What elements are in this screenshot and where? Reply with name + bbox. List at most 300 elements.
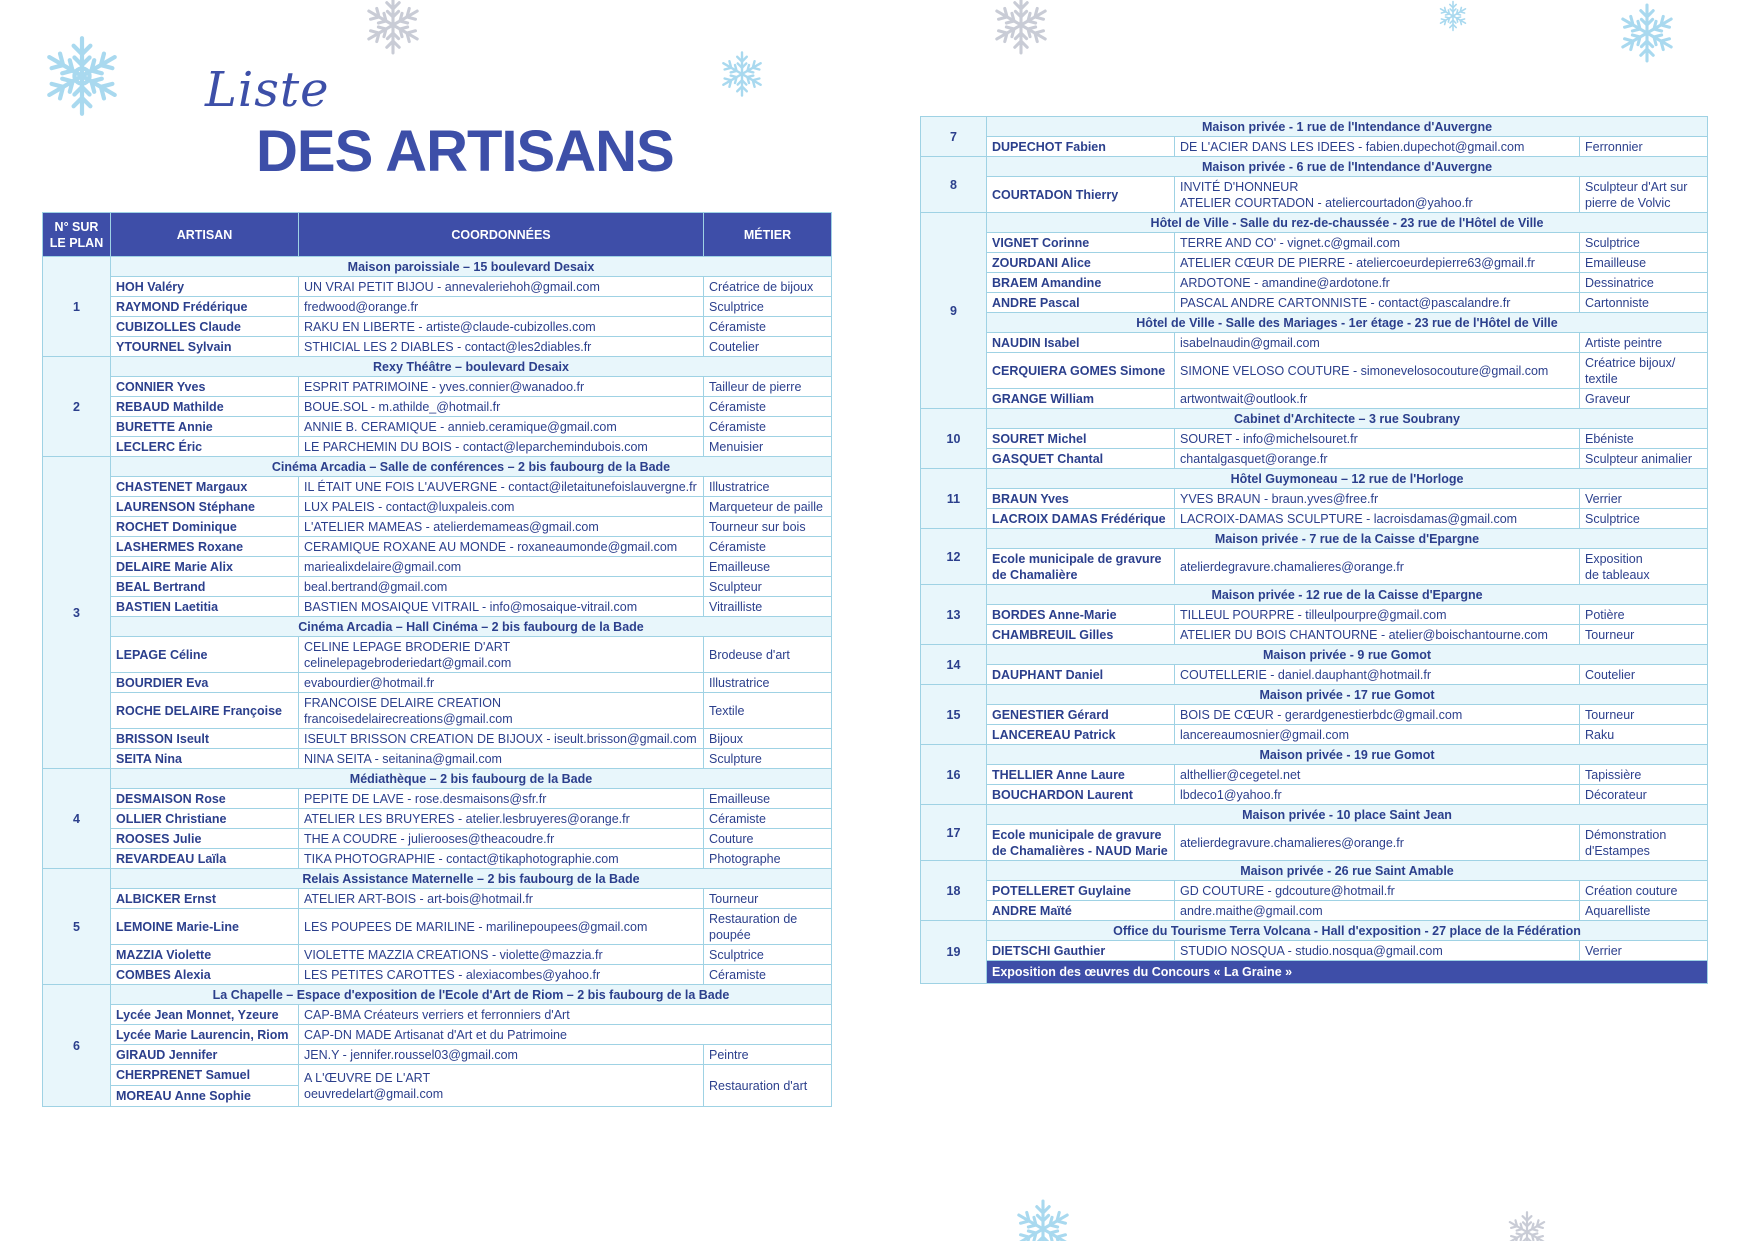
artisan-metier: Tourneur (1580, 705, 1708, 725)
artisan-coords: ARDOTONE - amandine@ardotone.fr (1175, 273, 1580, 293)
plan-number: 6 (43, 985, 111, 1107)
snowflake-icon (362, 0, 424, 56)
artisan-name: ROCHE DELAIRE Françoise (111, 693, 299, 729)
artisan-metier: Tourneur (704, 889, 832, 909)
artisan-name: ANDRE Pascal (987, 293, 1175, 313)
table-row (921, 449, 1708, 469)
table-row (43, 477, 832, 497)
artisan-coords: COUTELLERIE - daniel.dauphant@hotmail.fr (1175, 665, 1580, 685)
artisan-name: BRAEM Amandine (987, 273, 1175, 293)
table-row (43, 317, 832, 337)
artisan-name: REBAUD Mathilde (111, 397, 299, 417)
table-row (43, 909, 832, 945)
table-row (43, 297, 832, 317)
table-row (921, 725, 1708, 745)
artisan-metier: Textile (704, 693, 832, 729)
exhibit-banner: Exposition des œuvres du Concours « La Graine » (987, 961, 1708, 984)
artisan-metier: Verrier (1580, 489, 1708, 509)
table-row (921, 233, 1708, 253)
table-row (43, 337, 832, 357)
location-label: Maison privée - 7 rue de la Caisse d'Epargne (987, 529, 1708, 549)
artisan-name: ROOSES Julie (111, 829, 299, 849)
table-row (921, 785, 1708, 805)
plan-number: 4 (43, 769, 111, 869)
artisan-metier: Décorateur (1580, 785, 1708, 805)
location-row (921, 585, 1708, 605)
table-row (43, 397, 832, 417)
location-row (921, 313, 1708, 333)
location-row (921, 861, 1708, 881)
artisan-metier: Emailleuse (704, 789, 832, 809)
table-row (43, 497, 832, 517)
artisan-metier: Emailleuse (704, 557, 832, 577)
plan-number: 3 (43, 457, 111, 769)
table-row (921, 705, 1708, 725)
table-row (43, 1025, 832, 1045)
table-row (921, 765, 1708, 785)
location-row (921, 529, 1708, 549)
left-page (0, 0, 874, 1241)
artisan-coords: beal.bertrand@gmail.com (299, 577, 704, 597)
artisan-metier: Potière (1580, 605, 1708, 625)
location-row (921, 921, 1708, 941)
location-row (43, 357, 832, 377)
table-row (43, 277, 832, 297)
artisan-coords: LACROIX-DAMAS SCULPTURE - lacroisdamas@gmail.com (1175, 509, 1580, 529)
artisans-table-left (42, 212, 832, 1107)
location-row (43, 985, 832, 1005)
location-label: Maison privée - 26 rue Saint Amable (987, 861, 1708, 881)
right-page (874, 0, 1749, 1241)
artisan-name: LACROIX DAMAS Frédérique (987, 509, 1175, 529)
location-label: Hôtel de Ville - Salle des Mariages - 1er étage - 23 rue de l'Hôtel de Ville (987, 313, 1708, 333)
location-row (921, 469, 1708, 489)
table-row (921, 509, 1708, 529)
artisan-coords: VIOLETTE MAZZIA CREATIONS - violette@mazzia.fr (299, 945, 704, 965)
artisan-metier: Céramiste (704, 809, 832, 829)
artisan-metier: Sculptrice (1580, 509, 1708, 529)
artisan-name: CONNIER Yves (111, 377, 299, 397)
artisan-name: ZOURDANI Alice (987, 253, 1175, 273)
table-row (921, 605, 1708, 625)
table-row (43, 829, 832, 849)
snowflake-icon (1437, 0, 1469, 32)
artisan-coords: evabourdier@hotmail.fr (299, 673, 704, 693)
table-row (921, 353, 1708, 389)
artisan-name: RAYMOND Frédérique (111, 297, 299, 317)
snowflake-icon (40, 34, 124, 118)
plan-number: 17 (921, 805, 987, 861)
artisan-metier: Céramiste (704, 965, 832, 985)
table-row (43, 597, 832, 617)
artisan-name: COMBES Alexia (111, 965, 299, 985)
artisan-name: CHERPRENET Samuel (111, 1065, 299, 1086)
artisan-metier: Marqueteur de paille (704, 497, 832, 517)
artisan-name: ALBICKER Ernst (111, 889, 299, 909)
table-row (43, 889, 832, 909)
artisan-name: DESMAISON Rose (111, 789, 299, 809)
header-coords: COORDONNÉES (299, 213, 704, 257)
artisan-coords: ATELIER LES BRUYERES - atelier.lesbruyeres@orange.fr (299, 809, 704, 829)
artisan-name: BRISSON Iseult (111, 729, 299, 749)
artisan-name: CERQUIERA GOMES Simone (987, 353, 1175, 389)
artisan-metier: Restauration d'art (704, 1065, 832, 1107)
plan-number: 1 (43, 257, 111, 357)
artisan-metier: Sculpteur animalier (1580, 449, 1708, 469)
artisan-metier: Sculptrice (704, 297, 832, 317)
plan-number: 8 (921, 157, 987, 213)
artisan-metier: Menuisier (704, 437, 832, 457)
table-row (921, 137, 1708, 157)
artisan-name: LAURENSON Stéphane (111, 497, 299, 517)
artisan-coords: STHICIAL LES 2 DIABLES - contact@les2diables.fr (299, 337, 704, 357)
artisan-metier: Sculptrice (704, 945, 832, 965)
artisan-coords: STUDIO NOSQUA - studio.nosqua@gmail.com (1175, 941, 1580, 961)
artisan-metier: Raku (1580, 725, 1708, 745)
snowflake-icon (1616, 2, 1678, 64)
artisan-metier: Créatrice de bijoux (704, 277, 832, 297)
location-row (43, 257, 832, 277)
table-row (921, 941, 1708, 961)
plan-number: 2 (43, 357, 111, 457)
table-row (43, 693, 832, 729)
artisan-name: BASTIEN Laetitia (111, 597, 299, 617)
location-label: Maison privée - 6 rue de l'Intendance d'Auvergne (987, 157, 1708, 177)
artisan-metier: Exposition de tableaux (1580, 549, 1708, 585)
artisan-coords: fredwood@orange.fr (299, 297, 704, 317)
artisan-metier: Céramiste (704, 317, 832, 337)
artisan-name: BOURDIER Eva (111, 673, 299, 693)
artisan-coords: ATELIER CŒUR DE PIERRE - ateliercoeurdepierre63@gmail.fr (1175, 253, 1580, 273)
artisan-coords: artwontwait@outlook.fr (1175, 389, 1580, 409)
plan-number: 18 (921, 861, 987, 921)
artisan-name: BURETTE Annie (111, 417, 299, 437)
table-row (921, 389, 1708, 409)
artisan-name: CHASTENET Margaux (111, 477, 299, 497)
header-num: N° SUR LE PLAN (43, 213, 111, 257)
artisan-metier: Sculpteur (704, 577, 832, 597)
artisan-coords: andre.maithe@gmail.com (1175, 901, 1580, 921)
location-row (921, 409, 1708, 429)
artisan-name: CUBIZOLLES Claude (111, 317, 299, 337)
snowflake-icon (1505, 1210, 1549, 1241)
title-script: Liste (205, 62, 330, 118)
plan-number: 7 (921, 117, 987, 157)
artisan-coords: ISEULT BRISSON CREATION DE BIJOUX - iseult.brisson@gmail.com (299, 729, 704, 749)
artisan-metier: Tapissière (1580, 765, 1708, 785)
location-label: Rexy Théâtre – boulevard Desaix (111, 357, 832, 377)
location-row (921, 745, 1708, 765)
header-metier: MÉTIER (704, 213, 832, 257)
artisan-name: SOURET Michel (987, 429, 1175, 449)
artisan-metier: Démonstration d'Estampes (1580, 825, 1708, 861)
artisan-name: LEMOINE Marie-Line (111, 909, 299, 945)
artisan-name: YTOURNEL Sylvain (111, 337, 299, 357)
page-title: DES ARTISANS (256, 119, 674, 184)
artisan-name: BEAL Bertrand (111, 577, 299, 597)
artisan-coords: TILLEUL POURPRE - tilleulpourpre@gmail.com (1175, 605, 1580, 625)
artisan-metier: Illustratrice (704, 477, 832, 497)
artisan-metier: Tourneur (1580, 625, 1708, 645)
location-label: Maison paroissiale – 15 boulevard Desaix (111, 257, 832, 277)
location-label: Maison privée - 10 place Saint Jean (987, 805, 1708, 825)
artisan-name: BOUCHARDON Laurent (987, 785, 1175, 805)
location-label: Médiathèque – 2 bis faubourg de la Bade (111, 769, 832, 789)
artisan-coords: LES PETITES CAROTTES - alexiacombes@yahoo.fr (299, 965, 704, 985)
artisan-coords: A L'ŒUVRE DE L'ART oeuvredelart@gmail.com (299, 1065, 704, 1107)
artisan-metier: Illustratrice (704, 673, 832, 693)
artisan-coords: INVITÉ D'HONNEUR ATELIER COURTADON - ateliercourtadon@yahoo.fr (1175, 177, 1580, 213)
artisan-coords: ATELIER DU BOIS CHANTOURNE - atelier@boischantourne.com (1175, 625, 1580, 645)
artisan-metier: Emailleuse (1580, 253, 1708, 273)
location-label: Cinéma Arcadia – Salle de conférences – 2 bis faubourg de la Bade (111, 457, 832, 477)
artisan-coords: FRANCOISE DELAIRE CREATION francoisedelairecreations@gmail.com (299, 693, 704, 729)
artisan-metier: Vitrailliste (704, 597, 832, 617)
artisan-name: NAUDIN Isabel (987, 333, 1175, 353)
artisan-coords: BASTIEN MOSAIQUE VITRAIL - info@mosaique-vitrail.com (299, 597, 704, 617)
location-label: Office du Tourisme Terra Volcana - Hall d'exposition - 27 place de la Fédération (987, 921, 1708, 941)
artisan-name: MAZZIA Violette (111, 945, 299, 965)
artisan-name: DIETSCHI Gauthier (987, 941, 1175, 961)
table-row (921, 253, 1708, 273)
table-row (43, 729, 832, 749)
table-row (43, 1005, 832, 1025)
artisan-metier: Création couture (1580, 881, 1708, 901)
artisan-name: HOH Valéry (111, 277, 299, 297)
artisan-coords: chantalgasquet@orange.fr (1175, 449, 1580, 469)
artisan-metier: Tailleur de pierre (704, 377, 832, 397)
artisan-name: BORDES Anne-Marie (987, 605, 1175, 625)
location-row (921, 157, 1708, 177)
artisan-name: DELAIRE Marie Alix (111, 557, 299, 577)
artisan-metier: Peintre (704, 1045, 832, 1065)
artisan-metier: Bijoux (704, 729, 832, 749)
artisan-coords: RAKU EN LIBERTE - artiste@claude-cubizolles.com (299, 317, 704, 337)
artisan-coords: mariealixdelaire@gmail.com (299, 557, 704, 577)
artisan-metier: Sculptrice (1580, 233, 1708, 253)
table-row (43, 537, 832, 557)
artisan-coords: PASCAL ANDRE CARTONNISTE - contact@pascalandre.fr (1175, 293, 1580, 313)
artisan-coords: IL ÉTAIT UNE FOIS L'AUVERGNE - contact@iletaitunefoislauvergne.fr (299, 477, 704, 497)
artisan-metier: Couture (704, 829, 832, 849)
artisan-coords: isabelnaudin@gmail.com (1175, 333, 1580, 353)
artisan-metier: Graveur (1580, 389, 1708, 409)
artisan-coords: DE L'ACIER DANS LES IDEES - fabien.dupechot@gmail.com (1175, 137, 1580, 157)
snowflake-icon (718, 50, 766, 98)
artisan-metier: Tourneur sur bois (704, 517, 832, 537)
artisan-coords: ANNIE B. CERAMIQUE - annieb.ceramique@gmail.com (299, 417, 704, 437)
location-label: Maison privée - 9 rue Gomot (987, 645, 1708, 665)
location-label: Maison privée - 1 rue de l'Intendance d'Auvergne (987, 117, 1708, 137)
location-row (921, 685, 1708, 705)
plan-number: 15 (921, 685, 987, 745)
artisan-metier: Céramiste (704, 537, 832, 557)
table-row (921, 177, 1708, 213)
plan-number: 5 (43, 869, 111, 985)
artisan-name: LECLERC Éric (111, 437, 299, 457)
artisan-metier: Cartonniste (1580, 293, 1708, 313)
table-row (43, 417, 832, 437)
artisan-coords: CELINE LEPAGE BRODERIE D'ART celinelepagebroderiedart@gmail.com (299, 637, 704, 673)
artisan-metier: Verrier (1580, 941, 1708, 961)
artisan-coords: L'ATELIER MAMEAS - atelierdemameas@gmail.com (299, 517, 704, 537)
artisan-coords: CAP-DN MADE Artisanat d'Art et du Patrimoine (299, 1025, 832, 1045)
table-row (43, 749, 832, 769)
artisan-name: ANDRE Maïté (987, 901, 1175, 921)
artisan-name: Lycée Jean Monnet, Yzeure (111, 1005, 299, 1025)
plan-number: 10 (921, 409, 987, 469)
table-row (921, 429, 1708, 449)
artisan-name: CHAMBREUIL Gilles (987, 625, 1175, 645)
artisan-metier: Coutelier (1580, 665, 1708, 685)
artisan-coords: SIMONE VELOSO COUTURE - simonevelosocouture@gmail.com (1175, 353, 1580, 389)
artisan-name: Lycée Marie Laurencin, Riom (111, 1025, 299, 1045)
table-row (921, 665, 1708, 685)
table-row (43, 789, 832, 809)
artisan-coords: atelierdegravure.chamalieres@orange.fr (1175, 825, 1580, 861)
artisan-name: LEPAGE Céline (111, 637, 299, 673)
exhibit-row (921, 961, 1708, 984)
table-row (921, 549, 1708, 585)
table-row (921, 273, 1708, 293)
artisan-coords: CERAMIQUE ROXANE AU MONDE - roxaneaumonde@gmail.com (299, 537, 704, 557)
artisan-name: THELLIER Anne Laure (987, 765, 1175, 785)
location-label: Cabinet d'Architecte – 3 rue Soubrany (987, 409, 1708, 429)
table-row (43, 517, 832, 537)
artisan-metier: Ferronnier (1580, 137, 1708, 157)
artisan-coords: JEN.Y - jennifer.roussel03@gmail.com (299, 1045, 704, 1065)
artisan-name: COURTADON Thierry (987, 177, 1175, 213)
artisan-coords: NINA SEITA - seitanina@gmail.com (299, 749, 704, 769)
location-row (43, 769, 832, 789)
artisan-metier: Brodeuse d'art (704, 637, 832, 673)
location-label: La Chapelle – Espace d'exposition de l'Ecole d'Art de Riom – 2 bis faubourg de la Bade (111, 985, 832, 1005)
artisan-metier: Sculpteur d'Art sur pierre de Volvic (1580, 177, 1708, 213)
table-row (43, 945, 832, 965)
artisan-metier: Sculpture (704, 749, 832, 769)
table-row (43, 965, 832, 985)
artisan-coords: ATELIER ART-BOIS - art-bois@hotmail.fr (299, 889, 704, 909)
plan-number: 12 (921, 529, 987, 585)
table-row (43, 637, 832, 673)
artisan-coords: UN VRAI PETIT BIJOU - annevaleriehoh@gmail.com (299, 277, 704, 297)
plan-number: 19 (921, 921, 987, 984)
artisan-metier: Photographe (704, 849, 832, 869)
plan-number: 11 (921, 469, 987, 529)
location-row (921, 213, 1708, 233)
artisan-coords: CAP-BMA Créateurs verriers et ferronniers d'Art (299, 1005, 832, 1025)
artisan-name: GASQUET Chantal (987, 449, 1175, 469)
table-row (43, 673, 832, 693)
artisan-coords: TIKA PHOTOGRAPHIE - contact@tikaphotographie.com (299, 849, 704, 869)
artisan-name: OLLIER Christiane (111, 809, 299, 829)
header-artisan: ARTISAN (111, 213, 299, 257)
artisan-coords: BOIS DE CŒUR - gerardgenestierbdc@gmail.com (1175, 705, 1580, 725)
table-row (43, 557, 832, 577)
artisan-name: SEITA Nina (111, 749, 299, 769)
plan-number: 16 (921, 745, 987, 805)
artisan-coords: althellier@cegetel.net (1175, 765, 1580, 785)
artisan-name: POTELLERET Guylaine (987, 881, 1175, 901)
table-row (43, 809, 832, 829)
table-row (921, 333, 1708, 353)
table-row (43, 1045, 832, 1065)
location-label: Relais Assistance Maternelle – 2 bis faubourg de la Bade (111, 869, 832, 889)
artisan-name: GRANGE William (987, 389, 1175, 409)
plan-number: 13 (921, 585, 987, 645)
table-row (921, 293, 1708, 313)
artisan-coords: ESPRIT PATRIMOINE - yves.connier@wanadoo.fr (299, 377, 704, 397)
location-row (43, 869, 832, 889)
location-row (921, 117, 1708, 137)
table-row (921, 625, 1708, 645)
artisan-metier: Ebéniste (1580, 429, 1708, 449)
table-row (921, 489, 1708, 509)
artisan-name: LANCEREAU Patrick (987, 725, 1175, 745)
artisan-coords: YVES BRAUN - braun.yves@free.fr (1175, 489, 1580, 509)
location-label: Maison privée - 17 rue Gomot (987, 685, 1708, 705)
artisan-name: VIGNET Corinne (987, 233, 1175, 253)
table-row (43, 437, 832, 457)
table-row (921, 901, 1708, 921)
artisan-name: GIRAUD Jennifer (111, 1045, 299, 1065)
location-row (921, 645, 1708, 665)
artisan-name: REVARDEAU Laïla (111, 849, 299, 869)
snowflake-icon (990, 0, 1052, 56)
table-row (921, 825, 1708, 861)
artisans-table-right (920, 116, 1708, 984)
artisan-metier: Artiste peintre (1580, 333, 1708, 353)
artisan-name: Ecole municipale de gravure de Chamalières - NAUD Marie (987, 825, 1175, 861)
location-label: Maison privée - 12 rue de la Caisse d'Epargne (987, 585, 1708, 605)
plan-number: 14 (921, 645, 987, 685)
artisan-name: LASHERMES Roxane (111, 537, 299, 557)
artisan-coords: GD COUTURE - gdcouture@hotmail.fr (1175, 881, 1580, 901)
artisan-name: ROCHET Dominique (111, 517, 299, 537)
artisan-metier: Dessinatrice (1580, 273, 1708, 293)
artisan-coords: LES POUPEES DE MARILINE - marilinepoupees@gmail.com (299, 909, 704, 945)
artisan-coords: LE PARCHEMIN DU BOIS - contact@leparchemindubois.com (299, 437, 704, 457)
artisan-coords: SOURET - info@michelsouret.fr (1175, 429, 1580, 449)
table-row (43, 377, 832, 397)
location-label: Hôtel Guymoneau – 12 rue de l'Horloge (987, 469, 1708, 489)
artisan-metier: Céramiste (704, 417, 832, 437)
table-row (921, 881, 1708, 901)
artisan-coords: TERRE AND CO' - vignet.c@gmail.com (1175, 233, 1580, 253)
artisan-name: MOREAU Anne Sophie (111, 1086, 299, 1107)
location-label: Hôtel de Ville - Salle du rez-de-chaussée - 23 rue de l'Hôtel de Ville (987, 213, 1708, 233)
artisan-coords: PEPITE DE LAVE - rose.desmaisons@sfr.fr (299, 789, 704, 809)
plan-number: 9 (921, 213, 987, 409)
table-row (43, 849, 832, 869)
artisan-coords: lancereaumosnier@gmail.com (1175, 725, 1580, 745)
table-row (43, 577, 832, 597)
artisan-coords: THE A COUDRE - julierooses@theacoudre.fr (299, 829, 704, 849)
artisan-metier: Restauration de poupée (704, 909, 832, 945)
artisan-coords: BOUE.SOL - m.athilde_@hotmail.fr (299, 397, 704, 417)
location-row (43, 617, 832, 637)
artisan-coords: lbdeco1@yahoo.fr (1175, 785, 1580, 805)
location-label: Cinéma Arcadia – Hall Cinéma – 2 bis faubourg de la Bade (111, 617, 832, 637)
location-row (921, 805, 1708, 825)
artisan-name: GENESTIER Gérard (987, 705, 1175, 725)
artisan-metier: Créatrice bijoux/ textile (1580, 353, 1708, 389)
artisan-name: DUPECHOT Fabien (987, 137, 1175, 157)
location-row (43, 457, 832, 477)
table-row (43, 1065, 832, 1086)
artisan-metier: Céramiste (704, 397, 832, 417)
artisan-coords: atelierdegravure.chamalieres@orange.fr (1175, 549, 1580, 585)
